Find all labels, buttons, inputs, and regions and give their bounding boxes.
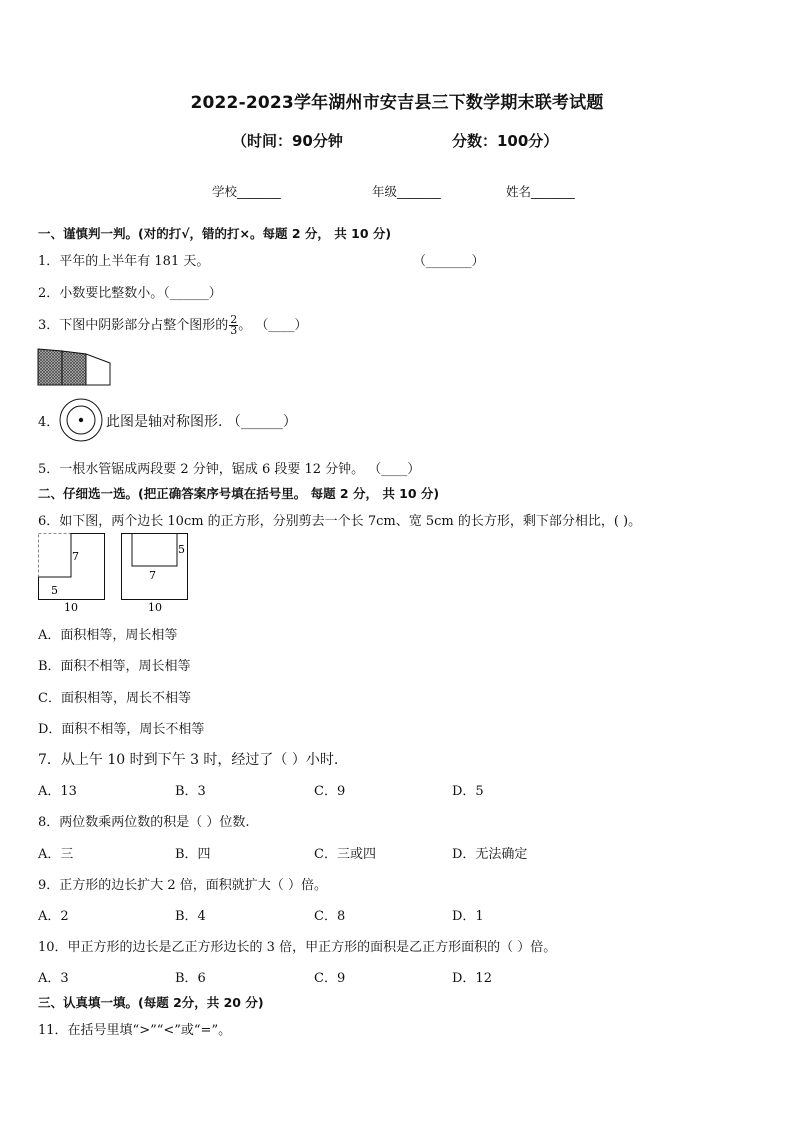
q6-option-b[interactable]: B．面积不相等，周长相等	[38, 659, 191, 674]
fraction-denominator: 3	[230, 324, 238, 337]
two-squares-figure	[38, 533, 194, 617]
left-label-7: 7	[72, 550, 79, 563]
right-label-7: 7	[149, 569, 156, 582]
q10-option-d[interactable]: D．12	[452, 971, 492, 986]
fraction-numerator: 2	[230, 313, 238, 326]
question-5: 5．一根水管锯成两段要 2 分钟，锯成 6 段要 12 分钟。 （____）	[38, 462, 421, 477]
q9-option-a[interactable]: A．2	[38, 909, 69, 924]
q7-option-c[interactable]: C．9	[314, 784, 346, 799]
q7-option-a[interactable]: A．13	[38, 784, 77, 799]
q10-option-b[interactable]: B．6	[175, 971, 206, 986]
q8-option-a[interactable]: A．三	[38, 847, 74, 862]
section-2-heading: 二、仔细选一选。(把正确答案序号填在括号里。 每题 2 分， 共 10 分)	[38, 486, 440, 501]
right-label-10: 10	[148, 601, 162, 614]
q9-option-d[interactable]: D．1	[452, 909, 484, 924]
section-3-heading: 三、认真填一填。(每题 2分，共 20 分)	[38, 995, 264, 1010]
shaded-trapezoid-figure	[38, 348, 112, 386]
left-label-10: 10	[64, 601, 78, 614]
q9-option-b[interactable]: B．4	[175, 909, 206, 924]
question-9: 9．正方形的边长扩大 2 倍，面积就扩大（ ）倍。	[38, 878, 327, 893]
question-4: 此图是轴对称图形. （______）	[106, 414, 297, 430]
question-6: 6．如下图，两个边长 10cm 的正方形，分别剪去一个长 7cm、宽 5cm 的长方形，剩下部分相比，( )。	[38, 514, 642, 529]
question-3	[38, 314, 307, 336]
time-limit: （时间：90分钟	[232, 132, 343, 150]
q9-option-c[interactable]: C．8	[314, 909, 346, 924]
right-cut-rectangle	[132, 534, 177, 567]
question-1-answer-blank[interactable]: （_______）	[413, 254, 485, 269]
q6-option-a[interactable]: A．面积相等，周长相等	[38, 628, 178, 643]
question-10: 10．甲正方形的边长是乙正方形边长的 3 倍，甲正方形的面积是乙正方形面积的（ ）倍。	[38, 940, 557, 955]
page-title: 2022-2023学年湖州市安吉县三下数学期末联考试题	[190, 93, 604, 113]
question-2: 2．小数要比整数小。（______）	[38, 286, 222, 301]
left-label-5: 5	[51, 584, 58, 597]
right-label-5: 5	[178, 543, 185, 556]
question-4-number: 4．	[38, 415, 60, 430]
q6-option-c[interactable]: C．面积相等，周长不相等	[38, 691, 191, 706]
left-remaining-shape	[39, 534, 105, 600]
q8-option-d[interactable]: D．无法确定	[452, 847, 528, 862]
q7-option-b[interactable]: B．3	[175, 784, 206, 799]
q10-option-a[interactable]: A．3	[38, 971, 69, 986]
question-11: 11．在括号里填“>”“<”或“=”。	[38, 1023, 232, 1038]
question-3-text: 3．下图中阴影部分占整个图形的	[38, 318, 229, 333]
school-field[interactable]: 学校_______	[212, 184, 281, 199]
shaded-part-1	[38, 349, 62, 385]
question-3-blank: 。 （____）	[238, 318, 308, 333]
unshaded-part	[86, 354, 110, 385]
question-1: 1．平年的上半年有 181 天。	[38, 254, 210, 269]
question-7: 7．从上午 10 时到下午 3 时，经过了（ ）小时.	[38, 752, 339, 768]
q7-option-d[interactable]: D．5	[452, 784, 484, 799]
shaded-part-2	[62, 351, 86, 385]
q8-option-c[interactable]: C．三或四	[314, 847, 376, 862]
fraction	[229, 315, 238, 336]
question-8: 8．两位数乘两位数的积是（ ）位数.	[38, 815, 250, 830]
total-score: 分数：100分）	[452, 132, 559, 150]
q10-option-c[interactable]: C．9	[314, 971, 346, 986]
name-field[interactable]: 姓名_______	[506, 184, 575, 199]
grade-field[interactable]: 年级_______	[372, 184, 441, 199]
q6-option-d[interactable]: D．面积不相等，周长不相等	[38, 722, 205, 737]
section-1-heading: 一、谨慎判一判。(对的打√，错的打×。每题 2 分， 共 10 分)	[38, 226, 392, 241]
concentric-circles-figure	[58, 397, 104, 443]
q8-option-b[interactable]: B．四	[175, 847, 211, 862]
